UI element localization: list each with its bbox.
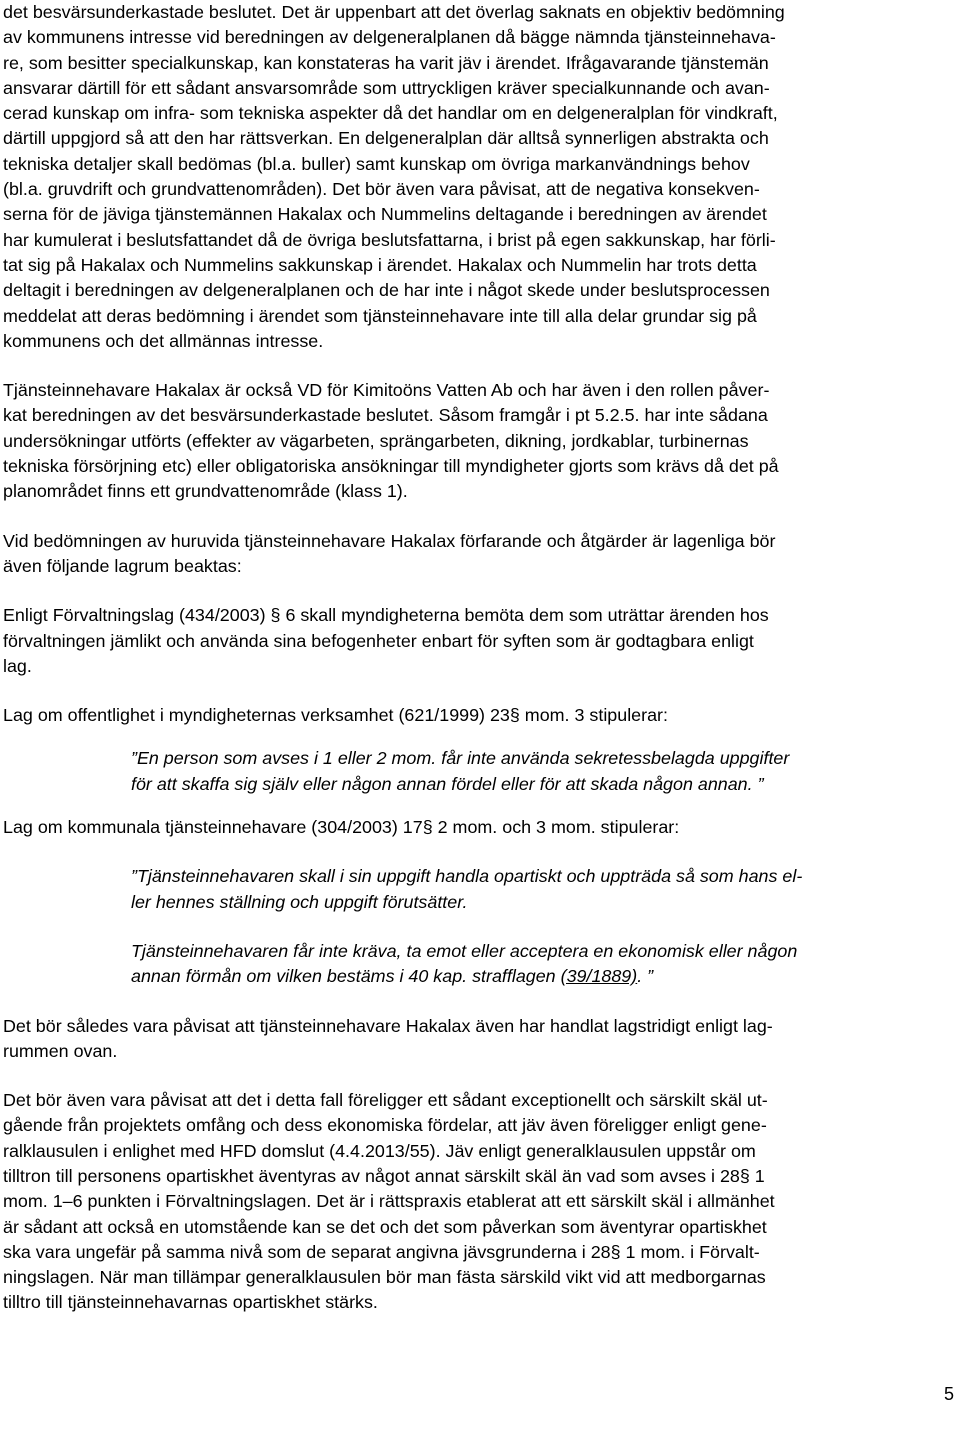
paragraph-generalklausul xyxy=(3,1088,949,1316)
text-line: Lag om kommunala tjänsteinnehavare (304/2003) 17§ 2 mom. och 3 mom. stipulerar: xyxy=(3,817,680,838)
quote-line xyxy=(131,964,949,989)
text-line: ningslagen. När man tillämpar generalklausulen bör man fästa särskild vikt vid att medborgarnas xyxy=(3,1267,766,1288)
text-line: deltagit i beredningen av delgeneralplanen och de har inte i något skede under beslutsprocessen xyxy=(3,280,770,301)
text-line: ralklausulen i enlighet med HFD domslut (4.4.2013/55). Jäv enligt generalklausulen uppstår om xyxy=(3,1140,756,1161)
paragraph-gap xyxy=(3,915,949,939)
quote-line: ler hennes ställning och uppgift förutsätter. xyxy=(131,891,468,912)
text-line: meddelat att deras bedömning i ärendet som tjänsteinnehavare inte till alla delar grundar sig på xyxy=(3,305,757,326)
quote-text: annan förmån om vilken bestäms i 40 kap. strafflagen xyxy=(131,966,561,987)
paragraph-gap xyxy=(3,679,949,703)
text-line: cerad kunskap om infra- som tekniska aspekter då det handlar om en delgeneralplan för vindkraft, xyxy=(3,103,778,124)
text-line: förvaltningen jämlikt och använda sina befogenheter enbart för syften som är godtagbara enligt xyxy=(3,630,754,651)
text-line: kommunens och det allmännas intresse. xyxy=(3,330,324,351)
paragraph-jav-bedomning xyxy=(3,0,949,354)
paragraph-forvaltningslag xyxy=(3,603,949,679)
text-line: även följande lagrum beaktas: xyxy=(3,555,242,576)
paragraph-gap xyxy=(3,1064,949,1088)
text-line: planområdet finns ett grundvattenområde (klass 1). xyxy=(3,481,408,502)
quote-opartiskhet xyxy=(3,864,949,915)
text-line: tilltro till tjänsteinnehavarnas opartiskhet stärks. xyxy=(3,1292,378,1313)
text-line: har kumulerat i beslutsfattandet då de övriga beslutsfattarna, i brist på egen sakkunskap, har förli- xyxy=(3,229,776,250)
paragraph-gap xyxy=(3,840,949,864)
text-line: Tjänsteinnehavare Hakalax är också VD för Kimitoöns Vatten Ab och har även i den rollen påver- xyxy=(3,380,770,401)
paragraph-tjansteinnehavarlag xyxy=(3,815,949,840)
text-line: Lag om offentlighet i myndigheternas verksamhet (621/1999) 23§ mom. 3 stipulerar: xyxy=(3,705,668,726)
paragraph-offentlighetslag xyxy=(3,703,949,728)
document-page xyxy=(3,0,949,1316)
quote-line: ”Tjänsteinnehavaren skall i sin uppgift handla opartiskt och uppträda så som hans el- xyxy=(131,866,803,887)
text-line: Det bör således vara påvisat att tjänsteinnehavare Hakalax även har handlat lagstridigt enligt lag- xyxy=(3,1015,773,1036)
text-line: Det bör även vara påvisat att det i detta fall föreligger ett sådant exceptionellt och särskilt skäl ut- xyxy=(3,1090,768,1111)
text-line: gående från projektets omfång och dess ekonomiska fördelar, att jäv även föreligger enligt gene- xyxy=(3,1115,767,1136)
text-line: kat beredningen av det besvärsunderkastade beslutet. Såsom framgår i pt 5.2.5. har inte sådana xyxy=(3,405,768,426)
paragraph-gap xyxy=(3,505,949,529)
strafflagen-link[interactable]: (39/1889) xyxy=(560,966,638,987)
text-line: (bl.a. gruvdrift och grundvattenområden). Det bör även vara påvisat, att de negativa konsekven- xyxy=(3,179,760,200)
text-line: tat sig på Hakalax och Nummelins sakkunskap i ärendet. Hakalax och Nummelin har trots detta xyxy=(3,254,757,275)
text-line: ska vara ungefär på samma nivå som de separat angivna jävsgrunderna i 28§ 1 mom. i Förvalt- xyxy=(3,1241,760,1262)
quote-line: för att skaffa sig själv eller någon annan fördel eller för att skada någon annan. ” xyxy=(131,773,764,794)
paragraph-lagrum-intro xyxy=(3,529,949,580)
paragraph-gap xyxy=(3,354,949,378)
text-line: tekniska försörjning etc) eller obligatoriska ansökningar till myndigheter gjorts som krävs då det på xyxy=(3,456,779,477)
text-line: det besvärsunderkastade beslutet. Det är uppenbart att det överlag saknats en objektiv bedömning xyxy=(3,2,785,22)
text-line: rummen ovan. xyxy=(3,1040,118,1061)
text-line: av kommunens intresse vid beredningen av delgeneralplanen då bägge nämnda tjänsteinnehava- xyxy=(3,27,776,48)
paragraph-gap xyxy=(3,797,949,815)
text-line: Vid bedömningen av huruvida tjänsteinnehavare Hakalax förfarande och åtgärder är lagenliga bör xyxy=(3,530,776,551)
paragraph-gap xyxy=(3,579,949,603)
quote-text: . ” xyxy=(637,966,654,987)
text-line: därtill uppgjord så att den har rättsverkan. En delgeneralplan där alltså synnerligen abstrakta och xyxy=(3,128,769,149)
text-line: tilltron till personens opartiskhet äventyras av något annat särskilt skäl än vad som avses i 28§ 1 xyxy=(3,1165,765,1186)
page-number: 5 xyxy=(943,1384,954,1404)
text-line: Enligt Förvaltningslag (434/2003) § 6 skall myndigheterna bemöta dem som uträttar ärenden hos xyxy=(3,605,769,626)
text-line: ansvarar därtill för ett sådant ansvarsområde som uttryckligen kräver specialkunnande och avan- xyxy=(3,77,770,98)
quote-line: Tjänsteinnehavaren får inte kräva, ta emot eller acceptera en ekonomisk eller någon xyxy=(131,940,798,961)
text-line: tekniska detaljer skall bedömas (bl.a. buller) samt kunskap om övriga markanvändnings behov xyxy=(3,153,750,174)
paragraph-kimitoons-vatten xyxy=(3,378,949,504)
text-line: serna för de jäviga tjänstemännen Hakalax och Nummelins deltagande i beredningen av ärendet xyxy=(3,204,767,225)
quote-ekonomisk-forman xyxy=(3,939,949,990)
paragraph-gap xyxy=(3,990,949,1014)
text-line: lag. xyxy=(3,655,32,676)
text-line: är sådant att också en utomstående kan se det och det som påverkan som äventyrar opartiskhet xyxy=(3,1216,767,1237)
paragraph-lagstridigt xyxy=(3,1014,949,1065)
text-line: re, som besitter specialkunskap, kan konstateras ha varit jäv i ärendet. Ifrågavarande tjänstemän xyxy=(3,52,769,73)
text-line: undersökningar utförts (effekter av vägarbeten, sprängarbeten, dikning, jordkablar, turbinernas xyxy=(3,430,749,451)
text-line: mom. 1–6 punkten i Förvaltningslagen. Det är i rättspraxis etablerat att ett särskilt skäl i allmänhet xyxy=(3,1191,775,1212)
paragraph-gap xyxy=(3,728,949,746)
quote-line: ”En person som avses i 1 eller 2 mom. får inte använda sekretessbelagda uppgifter xyxy=(131,748,790,769)
quote-sekretess xyxy=(3,746,949,797)
